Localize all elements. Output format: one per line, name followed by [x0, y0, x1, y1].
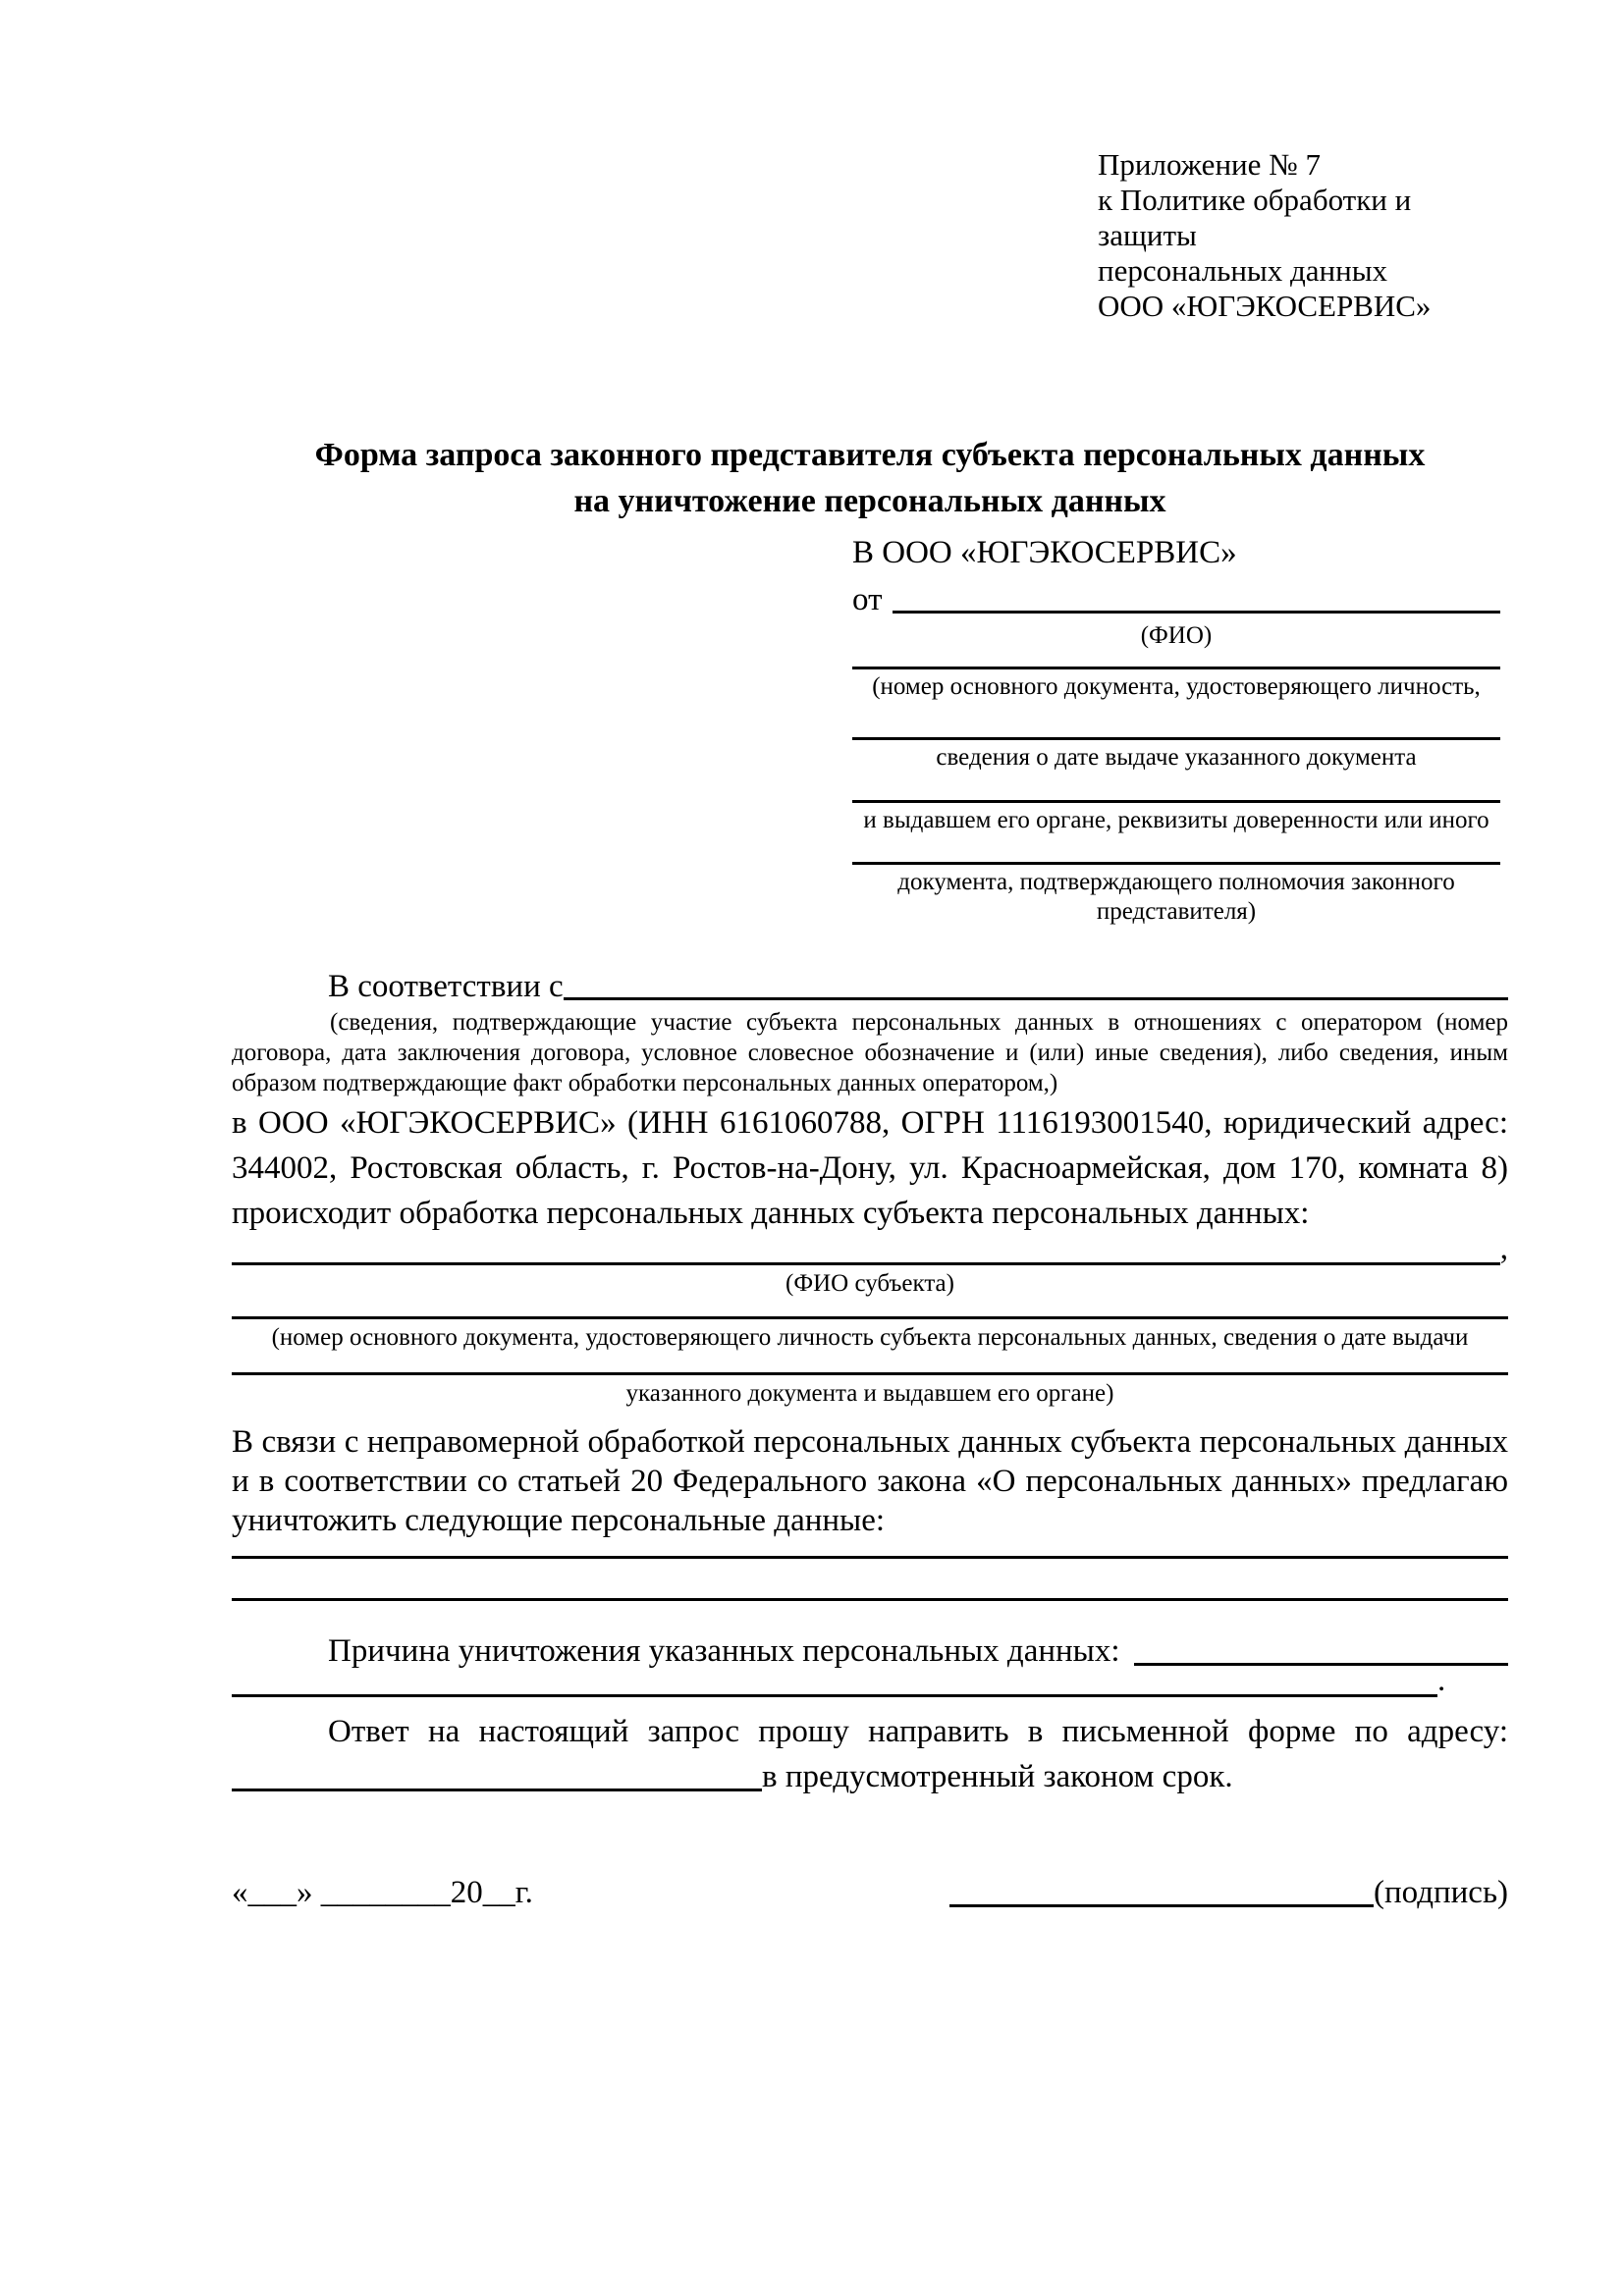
form-title-line: Форма запроса законного представителя субъекта персональных данных	[314, 437, 1426, 473]
doc-blank-line	[852, 737, 1500, 740]
signature-caption: (подпись)	[1374, 1875, 1508, 1910]
to-organization: В ООО «ЮГЭКОСЕРВИС»	[852, 535, 1237, 570]
data-blank-line	[232, 1556, 1508, 1559]
subject-doc-caption: указанного документа и выдавшем его органе)	[625, 1380, 1114, 1407]
appendix-line: ООО «ЮГЭКОСЕРВИС»	[1098, 289, 1432, 323]
signature-blank-line	[949, 1904, 1374, 1907]
subject-doc-caption: (номер основного документа, удостоверяющего личность субъекта персональных данных, сведения о дате выдачи	[271, 1324, 1469, 1351]
subject-fio-blank-line	[232, 1262, 1500, 1265]
reply-address-blank-line	[232, 1789, 762, 1791]
fio-caption: (ФИО)	[1140, 622, 1213, 649]
form-title-line: на уничтожение персональных данных	[573, 483, 1166, 519]
reason-lead: Причина уничтожения указанных персональных данных:	[328, 1633, 1120, 1669]
subject-fio-row	[232, 1231, 1508, 1267]
demand-paragraph: В связи с неправомерной обработкой персональных данных субъекта персональных данных и в соответствии со статьей 20 Федерального закона «О персональных данных» предлагаю уничтожить следующие персональные данные:	[232, 1424, 1508, 1538]
doc-blank-line	[852, 667, 1500, 669]
from-blank-line	[893, 611, 1501, 614]
appendix-line: персональных данных	[1098, 253, 1388, 288]
subject-doc-blank-line	[232, 1372, 1508, 1375]
operator-paragraph: в ООО «ЮГЭКОСЕРВИС» (ИНН 6161060788, ОГРН 1116193001540, юридический адрес: 344002, Ростовская область, г. Ростов-на-Дону, ул. Красноармейская, дом 170, комната 8) происходит обработка персональных данных субъекта персональных данных:	[232, 1105, 1508, 1231]
reason-continuation-row	[232, 1663, 1508, 1699]
comma: ,	[1499, 1231, 1508, 1266]
doc-caption: документа, подтверждающего полномочия законного представителя)	[897, 869, 1455, 925]
data-blank-line	[232, 1598, 1508, 1601]
doc-caption: и выдавшем его органе, реквизиты доверенности или иного	[863, 807, 1489, 833]
accordance-note: (сведения, подтверждающие участие субъекта персональных данных в отношениях с оператором (номер договора, дата заключения договора, условное словесное обозначение и (или) иные сведения), либо сведения, иным образом подтверждающие факт обработки персональных данных оператором,)	[232, 1009, 1508, 1096]
document-content	[232, 0, 1508, 1911]
from-label: от	[852, 582, 883, 617]
date-blank: «___» ________20__г.	[232, 1875, 533, 1910]
appendix-block	[1098, 147, 1508, 324]
doc-blank-line	[852, 862, 1500, 865]
reply-paragraph: Ответ на настоящий запрос прошу направить в письменной форме по адресу:	[328, 1714, 1508, 1749]
subject-fio-caption: (ФИО субъекта)	[785, 1270, 954, 1297]
subject-doc-blank-line	[232, 1316, 1508, 1319]
form-title	[232, 432, 1508, 524]
accordance-blank-line	[564, 997, 1508, 1000]
doc-caption: сведения о дате выдаче указанного документа	[936, 744, 1417, 771]
signature-group	[949, 1875, 1508, 1911]
reason-blank-line	[1134, 1663, 1508, 1666]
appendix-line: к Политике обработки и защиты	[1098, 183, 1412, 252]
accordance-lead: В соответствии с	[328, 969, 564, 1004]
accordance-row	[232, 964, 1508, 1005]
addressee-block	[852, 532, 1500, 927]
doc-blank-line	[852, 800, 1500, 803]
footer-row	[232, 1868, 1508, 1911]
from-row	[852, 573, 1500, 618]
doc-caption: (номер основного документа, удостоверяющего личность,	[872, 673, 1481, 700]
reason-continuation-blank-line	[232, 1694, 1437, 1697]
reply-tail: в предусмотренный законом срок.	[762, 1759, 1233, 1794]
appendix-line: Приложение № 7	[1098, 147, 1321, 182]
period: .	[1437, 1663, 1446, 1698]
reason-row	[232, 1627, 1508, 1670]
reply-tail-row	[232, 1752, 1508, 1795]
